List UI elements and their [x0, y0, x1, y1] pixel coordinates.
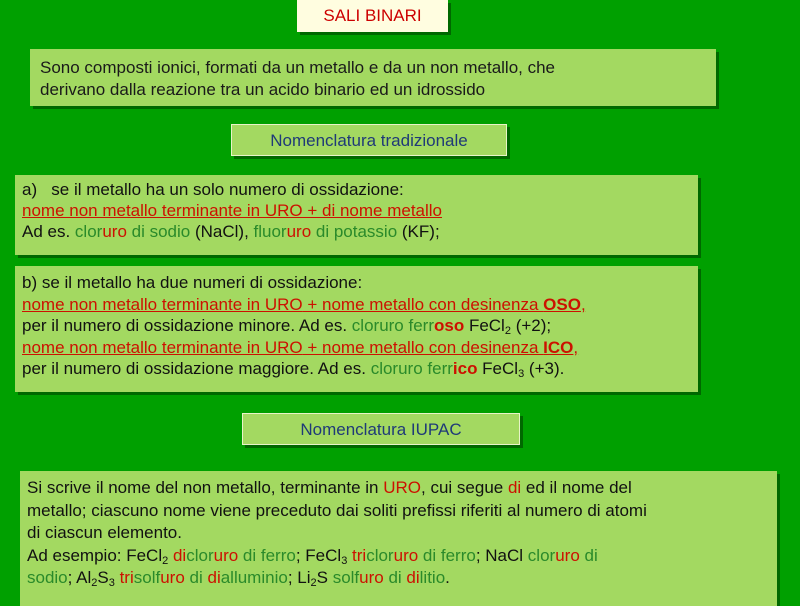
slide-title: SALI BINARI	[297, 0, 448, 32]
l5-tri: tri	[114, 568, 134, 587]
section-a-box	[15, 175, 698, 255]
intro-box	[30, 49, 716, 106]
l4-sub1: 2	[162, 554, 169, 567]
l1-di: di	[507, 478, 522, 497]
ex2-suffix: uro	[286, 222, 312, 241]
l5-di5: di	[406, 568, 420, 587]
l5-solf: solf	[133, 568, 161, 587]
l4-sub2: 3	[341, 554, 348, 567]
line5-sub: 3	[518, 368, 525, 380]
line3-sub: 2	[504, 325, 511, 337]
section-b-box	[15, 266, 698, 392]
l4-di: di	[168, 545, 187, 565]
rule2-b: + nome metallo con desinenza	[302, 337, 544, 357]
line5-end: (+3).	[524, 359, 565, 378]
section-a-example	[22, 221, 691, 242]
l4-uro3: uro	[555, 545, 580, 565]
l5-di: di	[184, 568, 208, 587]
section-a-rule: nome non metallo terminante in URO + di nome metallo	[22, 201, 443, 220]
l4-a: Ad esempio: FeCl	[27, 545, 163, 565]
l1-b: , cui segue	[421, 478, 508, 497]
l4-clor: clor	[186, 545, 214, 565]
l4-b: ; FeCl	[295, 545, 342, 565]
rule1-b: + nome metallo con desinenza	[302, 294, 544, 314]
l5-sub1: 2	[91, 577, 98, 589]
iupac-line-4	[27, 545, 770, 568]
line3-ex: cloruro ferr	[351, 316, 434, 335]
iupac-line-2: metallo; ciascuno nome viene preceduto dai soliti prefissi riferiti al numero di atomi	[27, 500, 647, 520]
iupac-line-3: di ciascun elemento.	[27, 523, 182, 542]
l5-sodio: sodio	[27, 568, 68, 587]
l4-c: ; NaCl	[475, 545, 528, 565]
line5-a: per il numero di ossidazione maggiore. Ad es.	[22, 359, 371, 378]
ex2-formula: (KF);	[397, 222, 440, 241]
line3-a: per il numero di ossidazione minore. Ad es.	[22, 316, 352, 335]
l4-clor2: clor	[366, 545, 394, 565]
iupac-box	[20, 471, 777, 606]
line5-formula: FeCl	[477, 359, 519, 378]
section-b-rule-2	[22, 337, 691, 359]
l5-allum: alluminio	[220, 568, 288, 587]
l1-a: Si scrive il nome del non metallo, terminante in	[27, 478, 384, 497]
l4-rest1: di ferro	[238, 545, 296, 565]
l1-c: ed il nome del	[521, 478, 632, 497]
intro-line-1: Sono composti ionici, formati da un metallo e da un non metallo, che	[40, 58, 556, 77]
rule1-oso: OSO	[543, 294, 581, 314]
line3-end: (+2);	[510, 316, 552, 335]
ex2-root: fluor	[253, 222, 287, 241]
section-b-line-1: b) se il metallo ha due numeri di ossidazione:	[22, 273, 363, 292]
traditional-nomenclature-heading: Nomenclatura tradizionale	[231, 124, 507, 156]
intro-line-2: derivano dalla reazione tra un acido binario ed un idrossido	[40, 80, 486, 99]
iupac-line-5	[27, 567, 770, 590]
l5-uro2: uro	[359, 568, 384, 587]
ex-prefix: Ad es.	[22, 222, 75, 241]
rule1-end: ,	[580, 294, 586, 314]
l5-c: S	[316, 568, 333, 587]
l1-uro: URO	[383, 478, 422, 497]
l4-clor3: clor	[527, 545, 556, 565]
l5-di2: di	[207, 568, 221, 587]
rule2-end: ,	[573, 337, 579, 357]
ex1-suffix: uro	[102, 222, 127, 241]
l4-di3: di	[579, 545, 598, 565]
ex1-root: clor	[74, 222, 103, 241]
l5-end: .	[445, 568, 450, 587]
line3-formula: FeCl	[464, 316, 505, 335]
l4-uro2: uro	[393, 545, 419, 565]
l4-rest2: di ferro	[418, 545, 476, 565]
ex1-formula: (NaCl),	[190, 222, 254, 241]
l5-di4: di	[383, 568, 407, 587]
section-b-line-5	[22, 358, 691, 380]
l5-s: S	[97, 568, 109, 587]
l5-uro: uro	[160, 568, 185, 587]
line5-ex: cloruro ferr	[370, 359, 453, 378]
l4-tri: tri	[347, 545, 367, 565]
ex1-rest: di sodio	[126, 222, 191, 241]
line5-ico: ico	[452, 359, 478, 378]
l5-litio: litio	[419, 568, 446, 587]
section-b-line-3	[22, 315, 691, 337]
l5-b: ; Li	[287, 568, 311, 587]
rule1-a: nome non metallo terminante in URO	[22, 294, 303, 314]
rule2-ico: ICO	[543, 337, 574, 357]
l4-uro: uro	[213, 545, 239, 565]
rule2-a: nome non metallo terminante in URO	[22, 337, 303, 357]
l5-solf2: solf	[332, 568, 360, 587]
line3-oso: oso	[433, 316, 465, 335]
ex2-rest: di potassio	[311, 222, 398, 241]
iupac-nomenclature-heading: Nomenclatura IUPAC	[242, 413, 520, 445]
l5-sub2: 3	[108, 577, 115, 589]
l5-a: ; Al	[67, 568, 92, 587]
section-a-line-1: a) se il metallo ha un solo numero di ossidazione:	[22, 180, 404, 199]
l5-sub3: 2	[310, 577, 317, 589]
section-b-rule-1	[22, 294, 691, 316]
iupac-line-1	[27, 477, 770, 500]
